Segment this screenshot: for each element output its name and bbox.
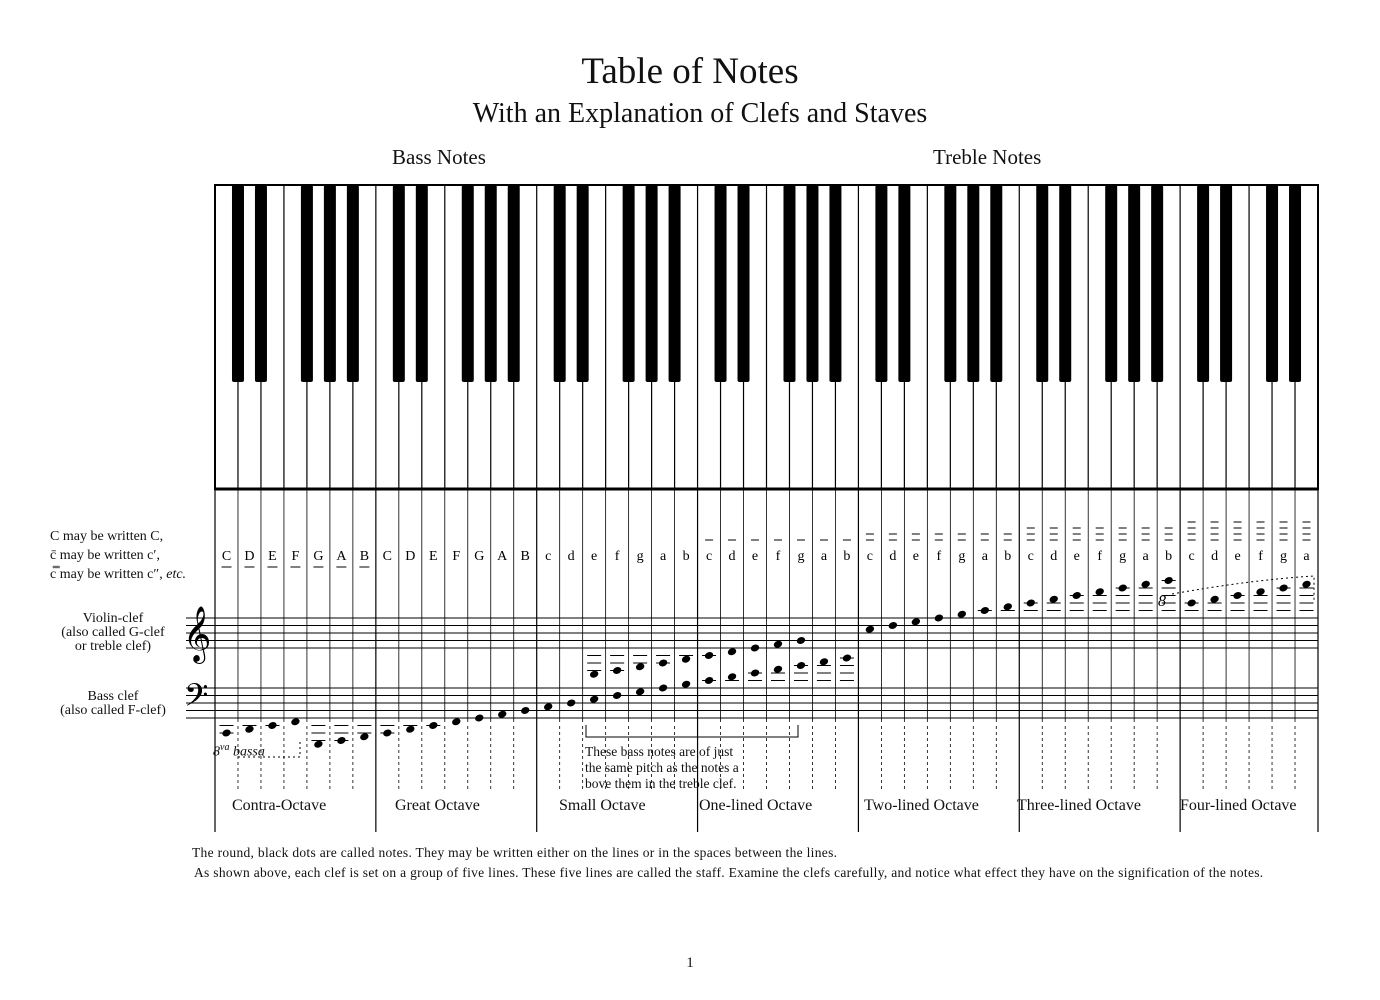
note-name-24: f	[775, 549, 781, 564]
violin-clef-line-2: (also called G-clef	[61, 625, 165, 640]
black-key	[301, 185, 313, 382]
note-name-42: c	[1188, 549, 1195, 564]
note-name-33: a	[981, 549, 988, 564]
page-subtitle: With an Explanation of Clefs and Staves	[472, 98, 928, 129]
note-name-10: F	[452, 549, 461, 564]
note-name-7: C	[382, 549, 393, 564]
page-title: Table of Notes	[581, 51, 799, 92]
bass-note-line-1: These bass notes are of just	[585, 744, 734, 759]
bass-note	[612, 691, 622, 700]
black-key	[255, 185, 267, 382]
treble-note	[1003, 602, 1013, 611]
note-name-47: a	[1303, 549, 1310, 564]
note-name-2: E	[268, 549, 277, 564]
black-key	[1220, 185, 1232, 382]
note-name-36: d	[1050, 549, 1058, 564]
note-name-20: b	[682, 549, 690, 564]
ottava-mark: 8	[1158, 593, 1166, 610]
notation-legend	[50, 527, 186, 584]
octave-label-one-lined: One-lined Octave	[699, 797, 813, 814]
black-key	[1197, 185, 1209, 382]
body-paragraph-1: The round, black dots are called notes. They may be written either on the lines or in the spaces between the lines.	[192, 845, 838, 860]
note-name-28: c	[866, 549, 874, 564]
note-name-0: C	[221, 549, 232, 564]
black-key	[393, 185, 405, 382]
black-key	[898, 185, 910, 382]
black-key	[1151, 185, 1163, 382]
note-name-45: f	[1258, 549, 1263, 564]
treble-clef-icon: 𝄞	[183, 606, 212, 662]
octave-label-four-lined: Four-lined Octave	[1180, 797, 1297, 814]
black-key	[1266, 185, 1278, 382]
bass-note	[359, 732, 369, 741]
note-name-39: g	[1119, 549, 1127, 564]
note-name-46: g	[1280, 549, 1288, 564]
black-key	[1059, 185, 1071, 382]
violin-clef-line-1: Violin-clef	[82, 611, 144, 626]
page-number: 1	[686, 955, 694, 971]
note-name-31: f	[936, 549, 942, 564]
bass-notes-heading: Bass Notes	[392, 145, 486, 169]
treble-note	[635, 662, 645, 671]
note-name-44: e	[1234, 549, 1241, 564]
note-name-32: g	[958, 549, 966, 564]
treble-note	[1095, 587, 1105, 596]
treble-note	[1140, 580, 1150, 589]
legend-etc: etc.	[162, 567, 187, 582]
bass-note	[290, 717, 300, 726]
note-name-17: f	[614, 549, 620, 564]
bass-note-explanation	[585, 744, 739, 792]
black-key	[646, 185, 658, 382]
note-name-6: B	[359, 549, 370, 564]
treble-note	[1301, 580, 1311, 589]
treble-note	[796, 636, 806, 645]
violin-clef-line-3: or treble clef)	[74, 639, 152, 654]
legend-line-1: C may be written C,	[50, 529, 164, 544]
black-key	[783, 185, 795, 382]
note-name-35: c	[1027, 549, 1034, 564]
black-key	[875, 185, 887, 382]
octave-label-great: Great Octave	[395, 797, 480, 814]
ottava-bassa-word: bassa	[229, 744, 265, 760]
octave-label-three-lined: Three-lined Octave	[1017, 797, 1141, 814]
bass-clef-line-1: Bass clef	[87, 689, 139, 704]
note-name-38: f	[1097, 549, 1103, 564]
bass-note	[819, 657, 829, 666]
ottava-bassa-mark	[213, 742, 265, 761]
legend-line-3-text: c̿ may be written c″,	[50, 567, 163, 582]
octave-label-contra: Contra-Octave	[232, 797, 327, 814]
bass-note	[451, 717, 461, 726]
black-key	[554, 185, 566, 382]
black-key	[967, 185, 979, 382]
black-key	[508, 185, 520, 382]
treble-note	[727, 647, 737, 656]
treble-notes-heading: Treble Notes	[933, 145, 1042, 169]
note-name-43: d	[1211, 549, 1219, 564]
note-name-3: F	[291, 549, 300, 564]
note-name-37: e	[1073, 549, 1080, 564]
ottava-bassa-va: va	[220, 742, 230, 753]
note-name-25: g	[797, 549, 805, 564]
black-key	[577, 185, 589, 382]
treble-note	[1049, 595, 1059, 604]
black-key	[829, 185, 841, 382]
legend-line-2: c̄ may be written c′,	[50, 548, 160, 563]
note-name-14: c	[545, 549, 552, 564]
octave-label-two-lined: Two-lined Octave	[864, 797, 979, 814]
bass-note	[658, 683, 668, 692]
body-paragraph-2: As shown above, each clef is set on a group of five lines. These five lines are called the staff. Examine the clefs carefully, and notice what effect they have on the signification of the notes.	[194, 865, 1264, 880]
note-name-23: e	[751, 549, 759, 564]
black-key	[347, 185, 359, 382]
treble-note	[681, 655, 691, 664]
bass-note	[244, 725, 254, 734]
bass-note	[313, 740, 323, 749]
bass-clef-icon: 𝄢	[184, 677, 209, 721]
bass-note	[681, 680, 691, 689]
body-text	[183, 843, 1323, 883]
black-key	[1289, 185, 1301, 382]
ottava-line	[1172, 576, 1314, 600]
octave-label-small: Small Octave	[559, 797, 646, 814]
note-name-29: d	[889, 549, 897, 564]
treble-note	[888, 621, 898, 630]
bass-clef-label	[40, 690, 186, 718]
note-name-11: G	[474, 549, 485, 564]
treble-note	[773, 640, 783, 649]
note-name-8: D	[405, 549, 416, 564]
violin-clef-label	[40, 612, 186, 654]
black-key	[738, 185, 750, 382]
bass-note-line-2: the same pitch as the notes a	[585, 760, 739, 775]
treble-note	[589, 670, 599, 679]
black-key	[806, 185, 818, 382]
bass-note	[773, 665, 783, 674]
treble-note	[934, 613, 944, 622]
bass-note-line-3: bove them in the treble clef.	[585, 776, 737, 791]
note-name-15: d	[567, 549, 575, 564]
note-name-16: e	[591, 549, 598, 564]
note-name-5: A	[336, 549, 347, 564]
note-name-19: a	[659, 549, 667, 564]
bass-note	[474, 713, 484, 722]
note-name-9: E	[429, 549, 438, 564]
legend-line-3	[50, 565, 186, 584]
black-key	[990, 185, 1002, 382]
black-key	[669, 185, 681, 382]
note-name-40: a	[1142, 549, 1149, 564]
treble-note	[865, 625, 875, 634]
treble-note	[911, 617, 921, 626]
treble-note	[1209, 595, 1219, 604]
black-key	[1105, 185, 1117, 382]
note-name-1: D	[244, 549, 255, 564]
note-name-4: G	[313, 549, 324, 564]
bass-note	[497, 710, 507, 719]
black-key	[715, 185, 727, 382]
black-key	[232, 185, 244, 382]
bass-note	[566, 698, 576, 707]
note-name-22: d	[728, 549, 736, 564]
bass-note	[520, 706, 530, 715]
note-name-41: b	[1165, 549, 1173, 564]
note-name-13: B	[520, 549, 530, 564]
note-name-30: e	[912, 549, 919, 564]
black-key	[1036, 185, 1048, 382]
black-key	[416, 185, 428, 382]
black-key	[944, 185, 956, 382]
black-key	[1128, 185, 1140, 382]
note-name-34: b	[1004, 549, 1012, 564]
note-name-26: a	[820, 549, 828, 564]
black-key	[324, 185, 336, 382]
bass-note	[727, 672, 737, 681]
bass-note	[635, 687, 645, 696]
bass-note	[589, 695, 599, 704]
treble-note	[750, 643, 760, 652]
treble-note	[1255, 587, 1265, 596]
bass-clef-line-2: (also called F-clef)	[60, 703, 166, 718]
black-key	[485, 185, 497, 382]
ottava-bassa-8: 8	[213, 744, 220, 760]
note-name-18: g	[636, 549, 644, 564]
note-name-12: A	[497, 549, 508, 564]
treble-note	[957, 610, 967, 619]
note-name-27: b	[843, 549, 851, 564]
black-key	[623, 185, 635, 382]
bass-note	[405, 725, 415, 734]
note-name-21: c	[705, 549, 713, 564]
bass-note	[543, 702, 553, 711]
black-key	[462, 185, 474, 382]
